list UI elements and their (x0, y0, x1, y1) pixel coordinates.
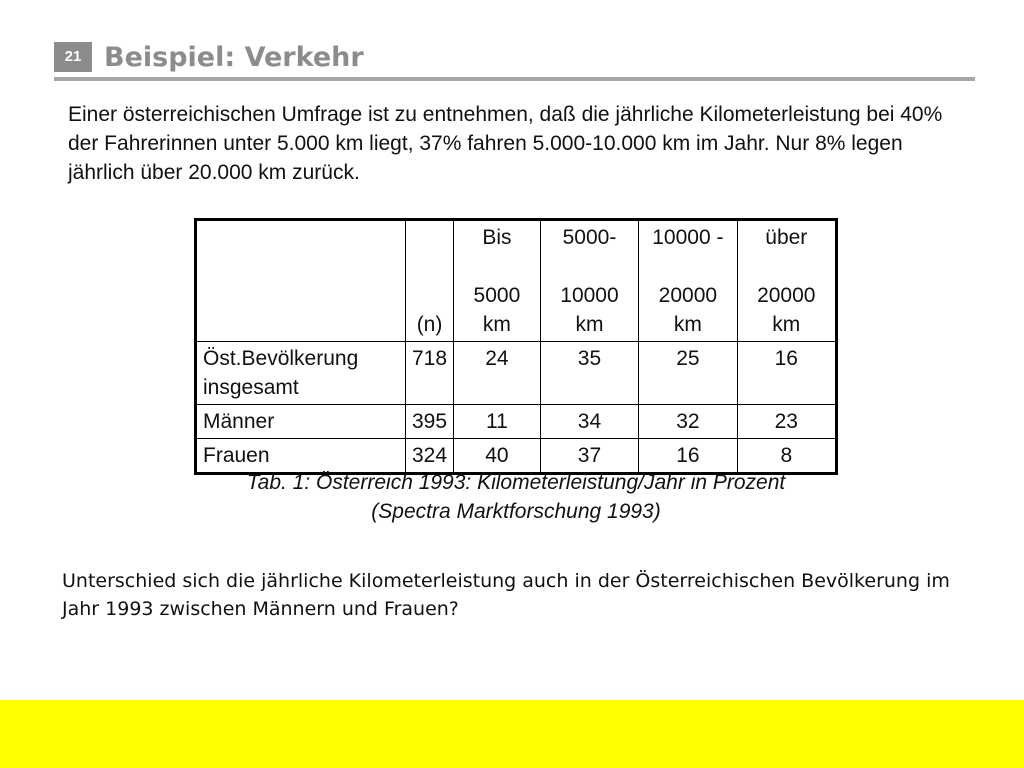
table-cell: 11 (454, 405, 541, 439)
table-cell: 25 (639, 342, 737, 405)
intro-paragraph: Einer österreichischen Umfrage ist zu entnehmen, daß die jährliche Kilometerleistung bei 40% der Fahrerinnen unter 5.000 km liegt, 37% fahren 5.000-10.000 km im Jahr. Nur 8% legen jährlich über 20.000 km zurück. (68, 103, 943, 184)
table-row (196, 342, 837, 405)
row-label: Öst.Bevölkerung insgesamt (196, 342, 406, 405)
footer-band (0, 700, 1024, 768)
table-header-cell: über 20000 km (737, 220, 836, 342)
question-paragraph: Unterschied sich die jährliche Kilometerleistung auch in der Österreichischen Bevölkerung im Jahr 1993 zwischen Männern und Frauen? (62, 570, 950, 620)
table-cell: 23 (737, 405, 836, 439)
table-header-cell: 10000 - 20000 km (639, 220, 737, 342)
slide-title: Beispiel: Verkehr (104, 42, 364, 73)
table-cell: 8 (737, 439, 836, 474)
table-header-row (196, 220, 837, 342)
table-header-cell: Bis 5000 km (454, 220, 541, 342)
table-cell: 35 (540, 342, 638, 405)
caption-line-2: (Spectra Marktforschung 1993) (371, 500, 661, 523)
table-cell: 37 (540, 439, 638, 474)
table-row (196, 405, 837, 439)
table-cell: 16 (639, 439, 737, 474)
table-cell: 34 (540, 405, 638, 439)
table-header-cell (196, 220, 406, 342)
table-caption (194, 468, 838, 526)
table-cell: 718 (406, 342, 454, 405)
row-label: Frauen (196, 439, 406, 474)
table-cell: 16 (737, 342, 836, 405)
table-cell: 24 (454, 342, 541, 405)
slide-number-badge: 21 (54, 42, 92, 72)
table-cell: 324 (406, 439, 454, 474)
table-header-cell: (n) (406, 220, 454, 342)
table-cell: 32 (639, 405, 737, 439)
table-cell: 395 (406, 405, 454, 439)
data-table (194, 218, 838, 475)
table-header-cell: 5000- 10000 km (540, 220, 638, 342)
table-cell: 40 (454, 439, 541, 474)
row-label: Männer (196, 405, 406, 439)
caption-line-1: Tab. 1: Österreich 1993: Kilometerleistung/Jahr in Prozent (246, 471, 786, 494)
title-divider (54, 77, 975, 81)
